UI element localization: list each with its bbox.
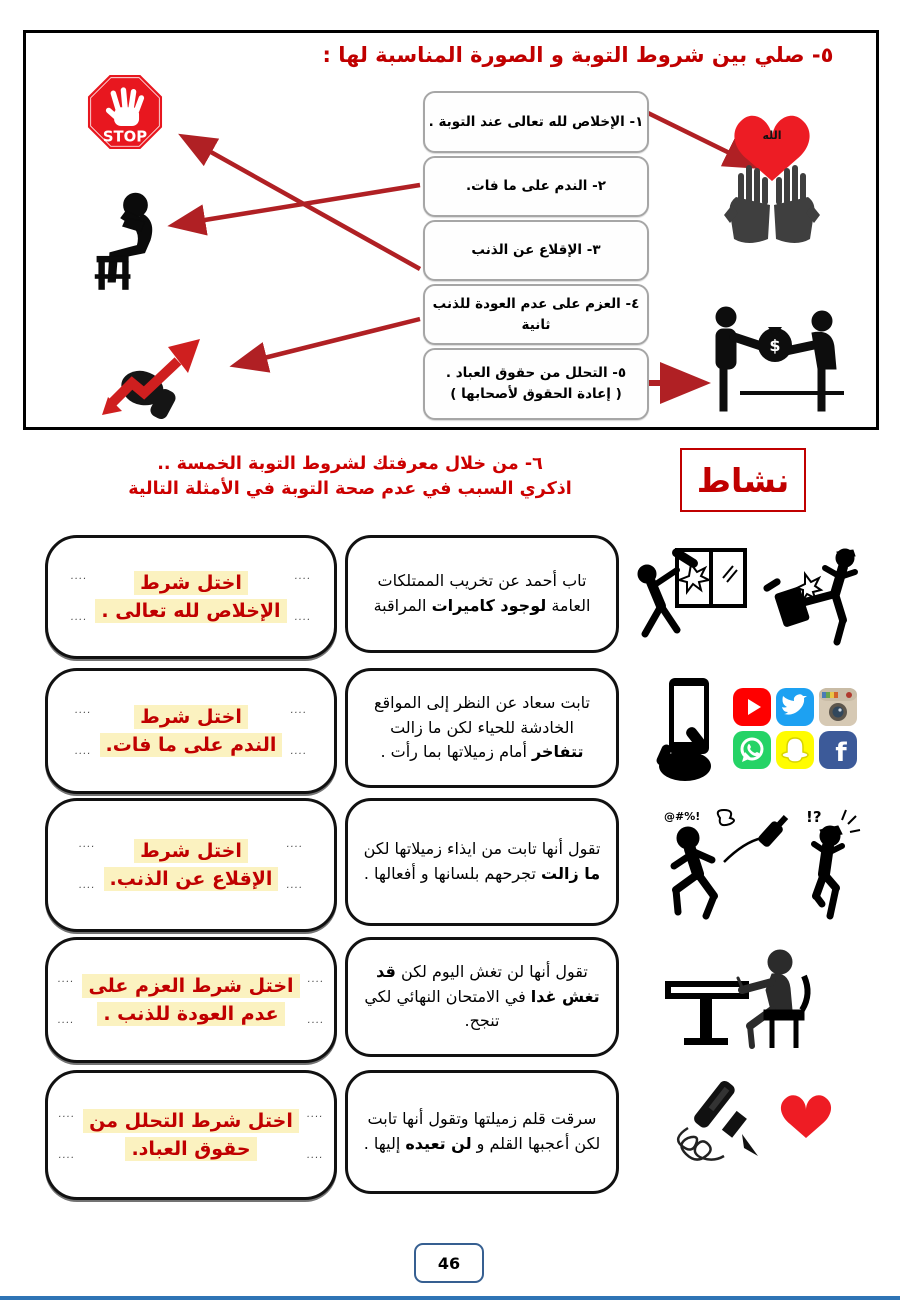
instagram-icon	[819, 688, 857, 726]
answer-line: عدم العودة للذنب .	[97, 1002, 284, 1026]
student-writing-desk-icon	[654, 940, 854, 1054]
page-number: 46	[414, 1243, 484, 1283]
activity-row-5	[0, 1070, 900, 1194]
twitter-icon	[776, 688, 814, 726]
hand-holding-phone-icon	[651, 674, 725, 782]
answer-box-5	[45, 1070, 337, 1200]
example-box-3: تقول أنها تابت من ايذاء زميلاتها لكن ما زالت تجرحهم بلسانها و أفعالها .	[345, 798, 619, 926]
activity-row-2	[0, 668, 900, 788]
snapchat-icon	[776, 731, 814, 769]
money-bag-exchange-icon	[706, 301, 846, 416]
answer-box-2	[45, 668, 337, 794]
dotted-line: .... ....	[57, 974, 75, 1026]
pen-scribble-icon	[654, 1076, 854, 1188]
bottle-throwing-fight-icon	[634, 804, 874, 920]
answer-line: الإقلاع عن الذنب.	[104, 867, 279, 891]
row-5-icons	[626, 1070, 882, 1194]
example-box-1: تاب أحمد عن تخريب الممتلكات العامة لوجود كاميرات المراقبة	[345, 535, 619, 653]
matching-exercise-section	[23, 30, 879, 430]
bottom-divider	[0, 1296, 900, 1300]
example-box-5: سرقت قلم زميلتها وتقول أنها تابت لكن أعجبها القلم و لن تعيده إليها .	[345, 1070, 619, 1194]
activity-badge: نشاط	[680, 448, 806, 512]
svg-text:f: f	[835, 737, 847, 768]
answer-line: اختل شرط	[134, 705, 248, 729]
fist-rising-arrow-icon	[96, 331, 226, 423]
dotted-line: .... ....	[294, 571, 312, 623]
svg-text:!?: !?	[806, 808, 822, 826]
q5-title: ٥- صلي بين شروط التوبة و الصورة المناسبة لها :	[322, 43, 834, 67]
dotted-line: .... ....	[290, 705, 308, 757]
dotted-line: .... ....	[307, 974, 325, 1026]
dotted-line: .... ....	[78, 839, 96, 891]
svg-text:$: $	[769, 336, 781, 355]
svg-text:STOP: STOP	[102, 128, 148, 146]
answer-box-4	[45, 937, 337, 1063]
example-box-4: تقول أنها لن تغش اليوم لكن قد تغش غدا في الامتحان النهائي لكي تنجح.	[345, 937, 619, 1057]
activity-row-4	[0, 937, 900, 1057]
q6-title-line1: ٦- من خلال معرفتك لشروط التوبة الخمسة ..	[157, 454, 543, 474]
q6-title	[60, 452, 640, 503]
svg-text:@#%!: @#%!	[664, 810, 701, 823]
social-media-icons	[733, 688, 857, 769]
q6-title-line2: اذكري السبب في عدم صحة التوبة في الأمثلة التالية	[128, 479, 572, 500]
whatsapp-icon	[733, 731, 771, 769]
answer-line: حقوق العباد.	[125, 1137, 256, 1161]
dotted-line: .... ....	[70, 571, 88, 623]
dotted-line: .... ....	[286, 839, 304, 891]
answer-box-3	[45, 798, 337, 932]
row-2-icons	[626, 668, 882, 788]
activity-row-1	[0, 535, 900, 653]
dotted-line: .... ....	[74, 705, 92, 757]
row-3-icons	[626, 798, 882, 926]
facebook-icon	[819, 731, 857, 769]
stop-sign-icon	[86, 73, 164, 165]
dotted-line: .... ....	[58, 1109, 76, 1161]
condition-box-1: ١- الإخلاص لله تعالى عند التوبة .	[423, 91, 649, 153]
youtube-icon	[733, 688, 771, 726]
sad-seated-person-icon	[84, 185, 176, 293]
answer-line: اختل شرط التحلل من	[83, 1109, 299, 1133]
condition-box-5: ٥- التحلل من حقوق العباد . ( إعادة الحقوق لأصحابها )	[423, 348, 649, 420]
svg-text:الله: الله	[762, 129, 782, 142]
row-1-icons	[626, 535, 882, 653]
answer-line: اختل شرط العزم على	[82, 974, 299, 998]
answer-line: الإخلاص لله تعالى .	[95, 599, 286, 623]
answer-line: اختل شرط	[134, 571, 248, 595]
condition-box-2: ٢- الندم على ما فات.	[423, 156, 649, 217]
condition-box-4: ٤- العزم على عدم العودة للذنب ثانية	[423, 284, 649, 345]
activity-row-3	[0, 798, 900, 926]
smash-window-icon	[631, 542, 753, 646]
example-box-2: تابت سعاد عن النظر إلى المواقع الخادشة للحياء لكن ما زالت تتفاخر أمام زميلاتها بما رأت .	[345, 668, 619, 788]
heart-praying-hands-icon	[716, 93, 828, 251]
answer-line: اختل شرط	[134, 839, 248, 863]
answer-box-1	[45, 535, 337, 659]
row-4-icons	[626, 937, 882, 1057]
dotted-line: .... ....	[306, 1109, 324, 1161]
kick-trashcan-icon	[761, 542, 877, 646]
condition-box-3: ٣- الإقلاع عن الذنب	[423, 220, 649, 281]
answer-line: الندم على ما فات.	[100, 733, 283, 757]
